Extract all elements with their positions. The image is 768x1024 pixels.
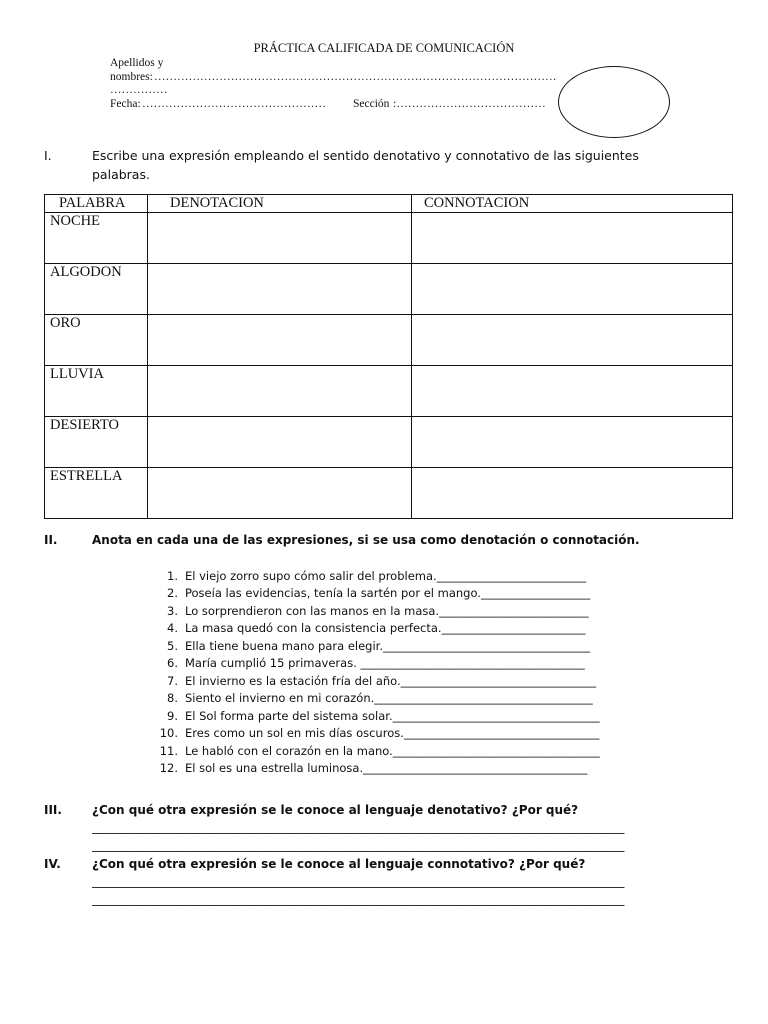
item-text: El Sol forma parte del sistema solar.____________________________________ [185, 709, 600, 723]
item-number: 3. [167, 604, 178, 618]
item-text: Lo sorprendieron con las manos en la masa.__________________________ [185, 604, 589, 618]
grade-circle [558, 66, 670, 138]
item-text: Eres como un sol en mis días oscuros.__________________________________ [185, 726, 600, 740]
item-text: Ella tiene buena mano para elegir.____________________________________ [185, 639, 590, 653]
table-row [45, 213, 733, 264]
expression-item[interactable] [155, 621, 585, 635]
table-row [45, 417, 733, 468]
seccion-label: Sección [353, 98, 390, 110]
connotacion-cell[interactable] [412, 264, 733, 315]
item-text: El viejo zorro supo cómo salir del problema.__________________________ [185, 569, 587, 583]
item-number: 10. [159, 726, 178, 740]
fecha-field[interactable]: ………………………………………… [142, 98, 326, 110]
item-number: 5. [167, 639, 178, 653]
item-number: 6. [167, 656, 178, 670]
expression-item[interactable] [155, 761, 587, 775]
connotacion-cell[interactable] [412, 366, 733, 417]
expression-item[interactable] [155, 639, 590, 653]
table-header-row [45, 195, 733, 213]
connotacion-cell[interactable] [412, 468, 733, 519]
table-row [45, 315, 733, 366]
item-text: La masa quedó con la consistencia perfecta._________________________ [185, 621, 586, 635]
item-text: Le habló con el corazón en la mano.____________________________________ [185, 744, 600, 758]
table-row [45, 366, 733, 417]
expression-item[interactable] [155, 709, 600, 723]
item-number: 4. [167, 621, 178, 635]
nombres-field[interactable]: …………………………………………………………………………………………… [154, 71, 557, 83]
header-palabra: PALABRA [45, 195, 148, 213]
word-cell: LLUVIA [45, 366, 148, 417]
denotacion-cell[interactable] [148, 213, 412, 264]
section-4-number: IV. [44, 857, 61, 871]
connotacion-cell[interactable] [412, 417, 733, 468]
item-number: 7. [167, 674, 178, 688]
item-text: Siento el invierno en mi corazón.______________________________________ [185, 691, 593, 705]
page-title: PRÁCTICA CALIFICADA DE COMUNICACIÓN [253, 41, 515, 55]
section-3-question: ¿Con qué otra expresión se le conoce al lenguaje denotativo? ¿Por qué? [92, 803, 579, 817]
section-1-number: I. [44, 148, 52, 163]
section-3-number: III. [44, 803, 62, 817]
word-table [44, 194, 733, 519]
section-2-instruction: Anota en cada una de las expresiones, si se usa como denotación o connotación. [92, 533, 640, 547]
item-text: El sol es una estrella luminosa._______________________________________ [185, 761, 588, 775]
connotacion-cell[interactable] [412, 213, 733, 264]
expression-item[interactable] [155, 726, 599, 740]
word-cell: ESTRELLA [45, 468, 148, 519]
header-denotacion: DENOTACION [148, 195, 412, 213]
denotacion-cell[interactable] [148, 417, 412, 468]
answer-line[interactable]: _______________________________________________________________________________________________ [92, 838, 625, 852]
denotacion-cell[interactable] [148, 468, 412, 519]
denotacion-cell[interactable] [148, 366, 412, 417]
item-number: 9. [167, 709, 178, 723]
item-number: 12. [159, 761, 178, 775]
section-2-number: II. [44, 533, 58, 547]
table-row [45, 468, 733, 519]
expression-item[interactable] [155, 656, 585, 670]
section-1-instruction-line1: Escribe una expresión empleando el sentido denotativo y connotativo de las siguientes [92, 148, 639, 163]
item-text: El invierno es la estación fría del año.__________________________________ [185, 674, 597, 688]
item-number: 8. [167, 691, 178, 705]
apellidos-label: Apellidos y [110, 57, 164, 69]
item-number: 11. [159, 744, 178, 758]
item-number: 2. [167, 586, 178, 600]
header-connotacion: CONNOTACION [412, 195, 733, 213]
expression-item[interactable] [155, 569, 586, 583]
word-cell: NOCHE [45, 213, 148, 264]
connotacion-cell[interactable] [412, 315, 733, 366]
expression-item[interactable] [155, 691, 593, 705]
denotacion-cell[interactable] [148, 264, 412, 315]
fecha-label: Fecha: [110, 98, 141, 110]
item-text: Poseía las evidencias, tenía la sartén por el mango.___________________ [185, 586, 591, 600]
answer-line[interactable]: _______________________________________________________________________________________________ [92, 874, 625, 888]
nombres-label: nombres: [110, 71, 153, 83]
word-cell: ALGODON [45, 264, 148, 315]
section-1-instruction-line2: palabras. [92, 167, 150, 182]
expression-item[interactable] [155, 604, 589, 618]
expression-item[interactable] [155, 674, 596, 688]
section-4-question: ¿Con qué otra expresión se le conoce al lenguaje connotativo? ¿Por qué? [92, 857, 586, 871]
word-cell: ORO [45, 315, 148, 366]
item-number: 1. [167, 569, 178, 583]
denotacion-cell[interactable] [148, 315, 412, 366]
expression-item[interactable] [155, 744, 600, 758]
table-row [45, 264, 733, 315]
word-cell: DESIERTO [45, 417, 148, 468]
answer-line[interactable]: _______________________________________________________________________________________________ [92, 820, 625, 834]
nombres-field-continuation: …………… [110, 84, 168, 96]
expression-item[interactable] [155, 586, 590, 600]
item-text: María cumplió 15 primaveras. _______________________________________ [185, 656, 585, 670]
seccion-field[interactable]: :………………………………… [393, 98, 546, 110]
answer-line[interactable]: _______________________________________________________________________________________________ [92, 892, 625, 906]
